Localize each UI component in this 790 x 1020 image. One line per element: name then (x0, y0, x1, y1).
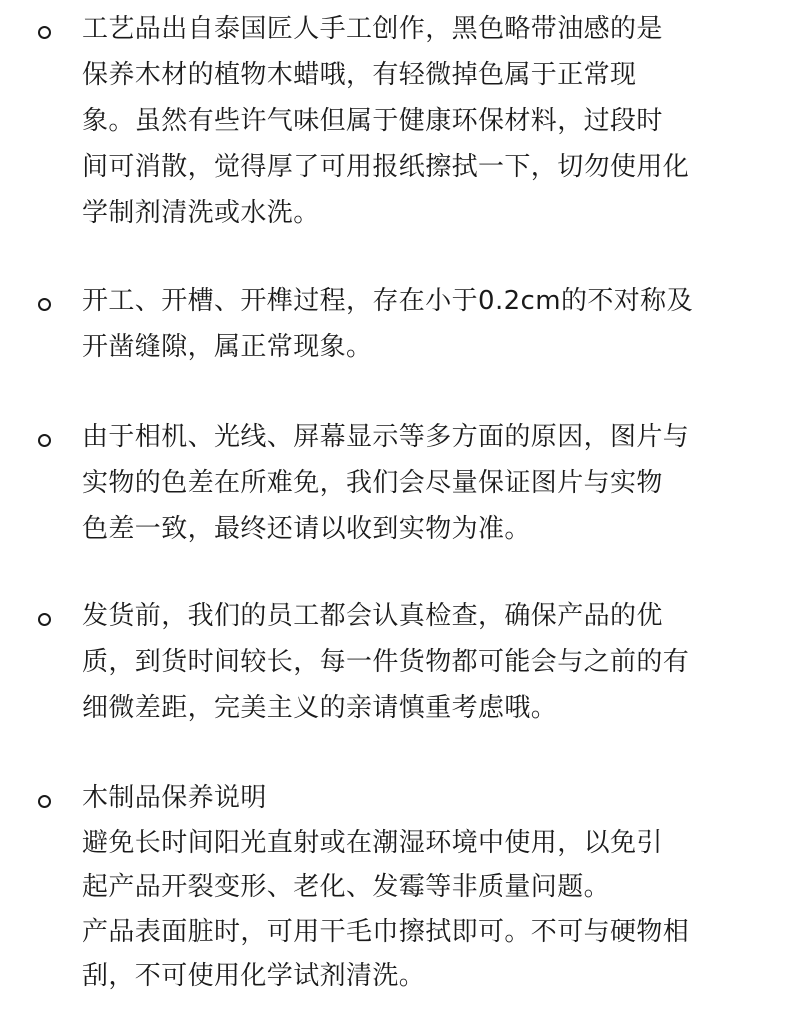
circle-bullet-icon (38, 613, 51, 626)
circle-bullet-icon (38, 298, 51, 311)
note-line: 保养木材的植物木蜡哦，有轻微掉色属于正常现 (82, 60, 637, 90)
note-heading: 木制品保养说明 (82, 783, 267, 813)
note-line: 由于相机、光线、屏幕显示等多方面的原因，图片与 (82, 422, 690, 452)
note-line: 色差一致，最终还请以收到实物为准。 (82, 514, 531, 544)
note-line: 细微差距，完美主义的亲请慎重考虑哦。 (82, 693, 558, 723)
note-line: 产品表面脏时，可用干毛巾擦拭即可。不可与硬物相 (82, 917, 690, 947)
note-line: 发货前，我们的员工都会认真检查，确保产品的优 (82, 601, 663, 631)
circle-bullet-icon (38, 795, 51, 808)
circle-bullet-icon (38, 26, 51, 39)
note-line: 象。虽然有些许气味但属于健康环保材料，过段时 (82, 106, 663, 136)
note-line: 避免长时间阳光直射或在潮湿环境中使用，以免引 (82, 828, 663, 858)
note-line: 开工、开槽、开榫过程，存在小于0.2cm的不对称及 (82, 286, 693, 316)
circle-bullet-icon (38, 434, 51, 447)
note-line: 质，到货时间较长，每一件货物都可能会与之前的有 (82, 647, 690, 677)
note-line: 工艺品出自泰国匠人手工创作，黑色略带油感的是 (82, 14, 663, 44)
note-line: 实物的色差在所难免，我们会尽量保证图片与实物 (82, 468, 663, 498)
note-line: 学制剂清洗或水洗。 (82, 198, 320, 228)
note-line: 起产品开裂变形、老化、发霉等非质量问题。 (82, 872, 611, 902)
note-line: 间可消散，觉得厚了可用报纸擦拭一下，切勿使用化 (82, 152, 690, 182)
note-line: 开凿缝隙，属正常现象。 (82, 332, 373, 362)
note-line: 刮，不可使用化学试剂清洗。 (82, 961, 426, 991)
